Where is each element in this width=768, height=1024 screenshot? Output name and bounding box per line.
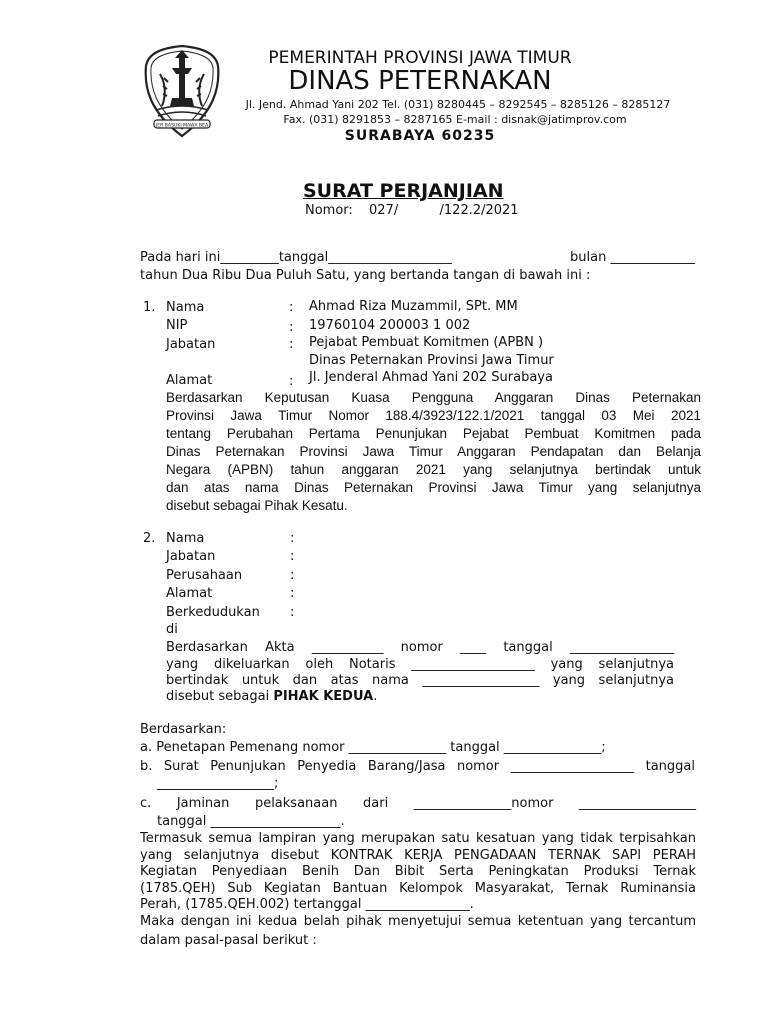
basis-item-b-text: b. Surat Penunjukan Penyedia Barang/Jasa nomor ___________________ tanggal bbox=[140, 759, 695, 774]
closing-line: Termasuk semua lampiran yang merupakan satu kesatuan yang tidak terpisahkan bbox=[140, 831, 696, 846]
party2-akta-line-2 bbox=[166, 657, 674, 672]
basis-item-b bbox=[140, 759, 695, 774]
party2-colon: : bbox=[290, 568, 295, 583]
party2-domicile-label-2: di bbox=[166, 622, 178, 637]
basis-item-a: a. Penetapan Pemenang nomor _______________ tanggal _______________; bbox=[140, 740, 606, 755]
period: . bbox=[373, 689, 378, 704]
government-name: PEMERINTAH PROVINSI JAWA TIMUR bbox=[268, 48, 572, 68]
party2-akta-text: Berdasarkan Akta ___________ nomor ____ tanggal ________________ bbox=[166, 640, 674, 655]
party2-akta-text: disebut sebagai bbox=[166, 689, 274, 704]
party2-colon: : bbox=[290, 531, 295, 546]
party1-name-value: Ahmad Riza Muzammil, SPt. MM bbox=[309, 299, 518, 314]
east-java-coat-of-arms-logo bbox=[142, 44, 222, 142]
nomor-value: 027/ /122.2/2021 bbox=[369, 203, 519, 218]
basis-item-c bbox=[140, 796, 696, 811]
office-fax-email: Fax. (031) 8291853 – 8287165 E-mail : disnak@jatimprov.com bbox=[283, 113, 627, 126]
office-address: Jl. Jend. Ahmad Yani 202 Tel. (031) 8280445 – 8292545 – 8285126 – 8285127 bbox=[245, 98, 671, 111]
party1-para-line: tentang Perubahan Pertama Penunjukan Pejabat Pembuat Komitmen pada bbox=[166, 426, 701, 441]
party1-para-line: Negara (APBN) tahun anggaran 2021 yang selanjutnya bertindak untuk bbox=[166, 462, 701, 477]
party1-name-label: Nama bbox=[166, 300, 205, 315]
basis-item-c-cont: tanggal ____________________. bbox=[157, 814, 345, 829]
closing-line: Maka dengan ini kedua belah pihak menyetujui semua ketentuan yang tercantum bbox=[140, 913, 696, 929]
party2-akta-text: bertindak untuk dan atas nama __________________ yang selanjutnya bbox=[166, 673, 674, 688]
party1-number: 1. bbox=[143, 300, 156, 315]
party2-akta-line-1 bbox=[166, 640, 674, 655]
party1-position-value-2: Dinas Peternakan Provinsi Jawa Timur bbox=[309, 353, 554, 368]
party1-nip-colon: : bbox=[289, 320, 294, 335]
party2-colon: : bbox=[290, 605, 295, 620]
party2-position-label: Jabatan bbox=[166, 549, 216, 564]
document-title: SURAT PERJANJIAN bbox=[303, 180, 504, 202]
party1-address-value: Jl. Jenderal Ahmad Yani 202 Surabaya bbox=[309, 370, 553, 385]
intro-month: bulan _____________ bbox=[570, 250, 695, 265]
party1-para-line: Dinas Peternakan Provinsi Jawa Timur Anggaran Pendapatan dan Belanja bbox=[166, 444, 701, 459]
party2-domicile-label: Berkedudukan bbox=[166, 605, 260, 620]
party2-akta-line-4 bbox=[166, 689, 377, 704]
party1-basis-paragraph bbox=[166, 389, 701, 515]
party2-akta-line-3 bbox=[166, 673, 674, 688]
party1-nip-value: 19760104 200003 1 002 bbox=[309, 318, 471, 333]
closing-line: yang selanjutnya disebut KONTRAK KERJA PENGADAAN TERNAK SAPI PERAH bbox=[140, 847, 696, 863]
closing-line: Kegiatan Penyediaan Benih Dan Bibit Serta Peningkatan Produksi Ternak bbox=[140, 864, 696, 879]
basis-item-b-cont: __________________; bbox=[157, 776, 279, 791]
party1-name-colon: : bbox=[289, 300, 294, 315]
office-city-postcode: SURABAYA 60235 bbox=[344, 128, 496, 144]
party2-company-label: Perusahaan bbox=[166, 568, 243, 583]
party2-name-label: Nama bbox=[166, 531, 205, 546]
party2-number: 2. bbox=[143, 531, 156, 546]
party2-colon: : bbox=[290, 586, 295, 601]
logo-motto: JER BASUKI MAWA BEA bbox=[155, 123, 209, 129]
closing-line: Perah, (1785.QEH.002) tertanggal ________________. bbox=[140, 897, 474, 912]
party1-address-colon: : bbox=[289, 374, 294, 389]
nomor-label: Nomor: bbox=[305, 203, 353, 218]
party1-para-line: Berdasarkan Keputusan Kuasa Pengguna Anggaran Dinas Peternakan bbox=[166, 390, 701, 405]
party1-position-colon: : bbox=[289, 337, 294, 352]
party1-para-line: Provinsi Jawa Timur Nomor 188.4/3923/122.1/2021 tanggal 03 Mei 2021 bbox=[166, 408, 701, 423]
party2-address-label: Alamat bbox=[166, 586, 213, 601]
office-name: DINAS PETERNAKAN bbox=[288, 66, 552, 96]
party1-position-value: Pejabat Pembuat Komitmen (APBN ) bbox=[309, 335, 544, 350]
party2-designation: PIHAK KEDUA bbox=[273, 689, 374, 704]
closing-paragraph bbox=[140, 831, 696, 950]
party1-position-label: Jabatan bbox=[166, 337, 216, 352]
party1-nip-label: NIP bbox=[166, 318, 188, 333]
closing-line: dalam pasal-pasal berikut : bbox=[140, 933, 317, 948]
party2-colon: : bbox=[290, 549, 295, 564]
party1-para-line: dan atas nama Dinas Peternakan Provinsi Jawa Timur yang selanjutnya bbox=[166, 480, 701, 495]
intro-day-date: Pada hari ini_________tanggal___________________ bbox=[140, 250, 452, 265]
party1-address-label: Alamat bbox=[166, 373, 213, 388]
basis-heading: Berdasarkan: bbox=[140, 722, 227, 737]
party2-akta-text: yang dikeluarkan oleh Notaris ___________________ yang selanjutnya bbox=[166, 657, 674, 672]
party1-para-line: disebut sebagai Pihak Kesatu. bbox=[166, 498, 348, 513]
closing-line: (1785.QEH) Sub Kegiatan Bantuan Kelompok Masyarakat, Ternak Ruminansia bbox=[140, 880, 696, 896]
intro-line-1 bbox=[140, 250, 695, 265]
basis-item-c-text: c. Jaminan pelaksanaan dari _______________nomor __________________ bbox=[140, 796, 696, 811]
intro-line-2: tahun Dua Ribu Dua Puluh Satu, yang bertanda tangan di bawah ini : bbox=[140, 268, 591, 283]
